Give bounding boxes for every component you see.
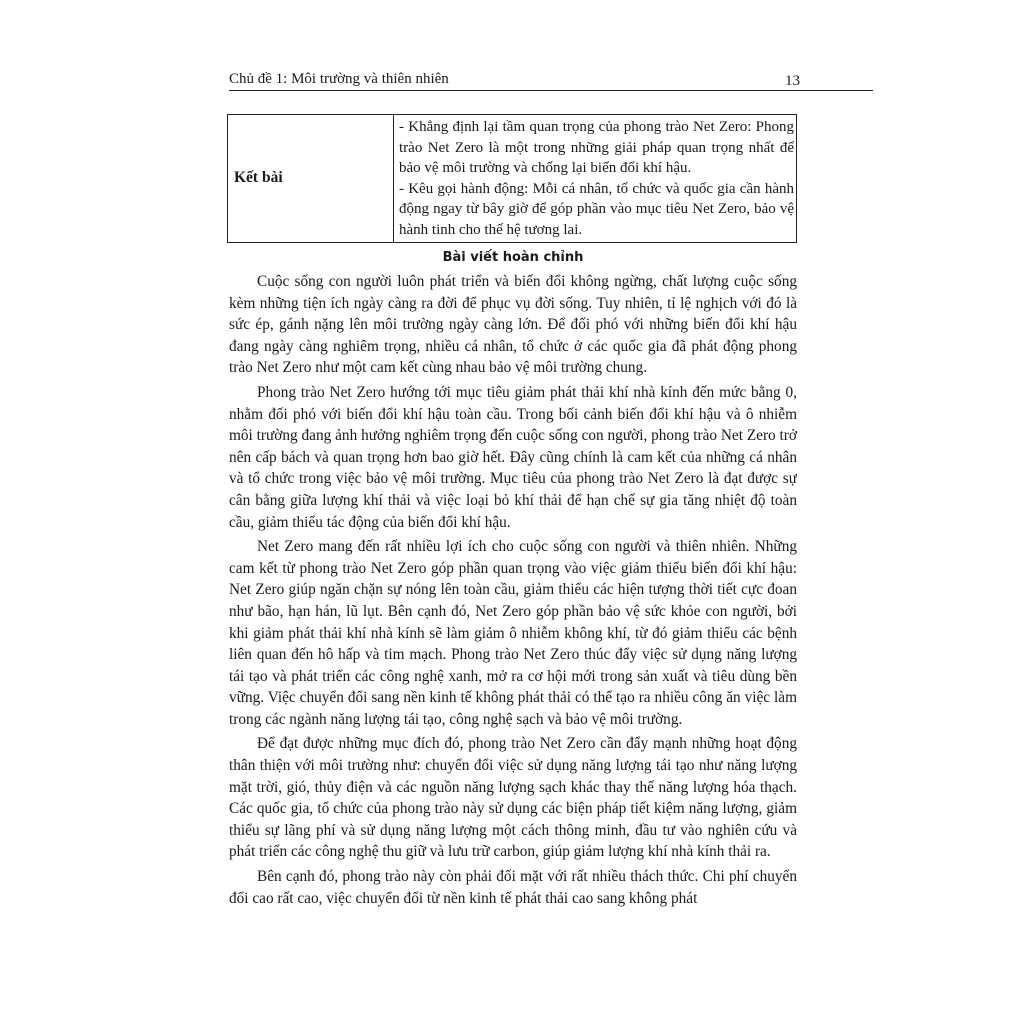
outline-row-label: Kết bài xyxy=(228,115,394,243)
essay-body xyxy=(229,271,797,971)
section-title: Bài viết hoàn chỉnh xyxy=(442,250,584,265)
page-header xyxy=(229,70,873,91)
page-number: 13 xyxy=(785,73,800,89)
chapter-title: Chủ đề 1: Môi trường và thiên nhiên xyxy=(229,71,449,87)
outline-point: - Khẳng định lại tầm quan trọng của phong trào Net Zero: Phong trào Net Zero là một trong những giải pháp quan trọng nhất để bảo vệ môi trường và chống lại biến đổi khí hậu. xyxy=(399,119,794,177)
essay-paragraph: Net Zero mang đến rất nhiều lợi ích cho cuộc sống con người và thiên nhiên. Những cam kết từ phong trào Net Zero góp phần quan trọng vào việc giảm thiểu biến đổi khí hậu: Net Zero giúp ngăn chặn sự nóng lên toàn cầu, giảm thiểu các hiện tượng thời tiết cực đoan như bão, hạn hán, lũ lụt. Bên cạnh đó, Net Zero góp phần bảo vệ sức khỏe con người, bởi khi giảm phát thải khí nhà kính sẽ làm giảm ô nhiễm không khí, từ đó giảm thiểu các bệnh liên quan đến hô hấp và tim mạch. Phong trào Net Zero thúc đẩy việc sử dụng năng lượng tái tạo và phát triển các công nghệ xanh, mở ra cơ hội mới trong sản xuất và tiêu dùng bền vững. Việc chuyển đổi sang nền kinh tế không phát thải có thể tạo ra nhiều công ăn việc làm trong các ngành năng lượng tái tạo, công nghệ sạch và bảo vệ môi trường. xyxy=(229,538,797,728)
outline-table xyxy=(227,114,797,243)
outline-row-conclusion xyxy=(228,115,797,243)
essay-paragraph: Để đạt được những mục đích đó, phong trào Net Zero cần đẩy mạnh những hoạt động thân thiện với môi trường như: chuyển đổi việc sử dụng năng lượng tái tạo như năng lượng mặt trời, gió, thủy điện và các nguồn năng lượng sạch khác thay thế năng lượng hóa thạch. Các quốc gia, tổ chức của phong trào này sử dụng các biện pháp tiết kiệm năng lượng, giảm thiểu sự lãng phí và sử dụng năng lượng một cách thông minh, đầu tư vào nghiên cứu và phát triển các công nghệ thu giữ và lưu trữ carbon, giúp giảm lượng khí nhà kính thải ra. xyxy=(229,735,797,861)
outline-row-content xyxy=(394,115,797,243)
essay-paragraph: Phong trào Net Zero hướng tới mục tiêu giảm phát thải khí nhà kính đến mức bằng 0, nhằm đối phó với biến đổi khí hậu toàn cầu. Trong bối cảnh biến đổi khí hậu và ô nhiễm môi trường đang ảnh hưởng nghiêm trọng đến cuộc sống con người, phong trào Net Zero trở nên cấp bách và quan trọng hơn bao giờ hết. Đây cũng chính là cam kết của những cá nhân và tổ chức trong việc bảo vệ môi trường. Mục tiêu của phong trào Net Zero là đạt được sự cân bằng giữa lượng khí thải và việc loại bỏ khí thải để hạn chế sự gia tăng nhiệt độ toàn cầu, giảm thiểu tác động của biến đổi khí hậu. xyxy=(229,383,797,531)
outline-point: - Kêu gọi hành động: Mỗi cá nhân, tổ chức và quốc gia cần hành động ngay từ bây giờ để góp phần vào mục tiêu Net Zero, bảo vệ hành tinh cho thế hệ tương lai. xyxy=(399,180,794,238)
essay-paragraph: Cuộc sống con người luôn phát triển và biến đổi không ngừng, chất lượng cuộc sống kèm những tiện ích ngày càng ra đời để phục vụ đời sống. Tuy nhiên, tỉ lệ nghịch với đó là sức ép, gánh nặng lên môi trường ngày càng lớn. Để đối phó với những biến đổi khí hậu đang ngày càng nghiêm trọng, nhiều cá nhân, tổ chức ở các quốc gia đã phát động phong trào Net Zero như một cam kết cùng nhau bảo vệ môi trường chung. xyxy=(229,273,797,377)
essay-paragraph: Bên cạnh đó, phong trào này còn phải đối mặt với rất nhiều thách thức. Chi phí chuyển đổi cao rất cao, việc chuyển đổi từ nền kinh tế phát thải cao sang không phát xyxy=(229,868,797,907)
